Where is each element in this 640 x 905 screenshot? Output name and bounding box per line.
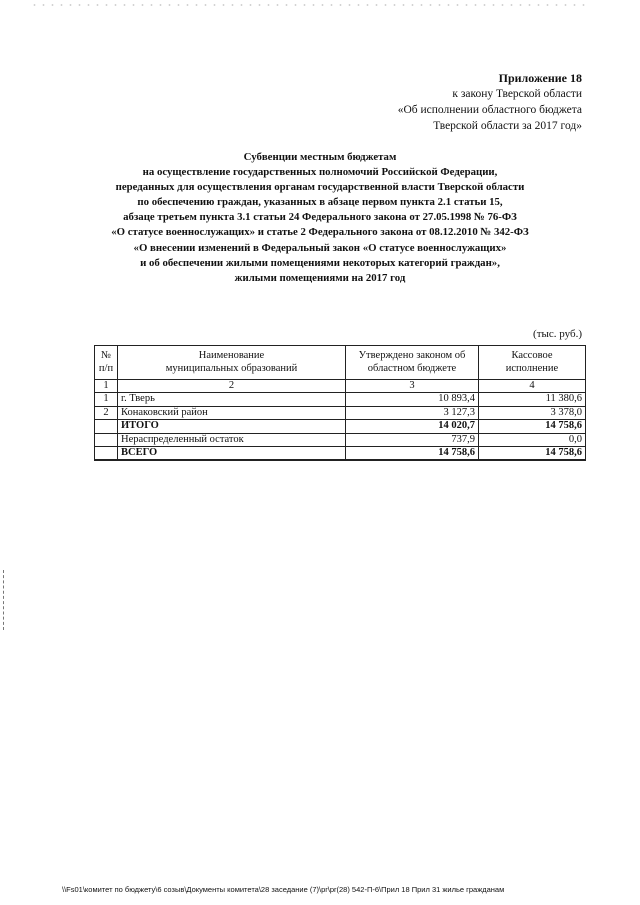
header-approved [346, 346, 479, 380]
row-name: ИТОГО [118, 420, 346, 433]
header-num [95, 346, 118, 380]
appendix-line: Тверской области за 2017 год» [433, 120, 582, 132]
title-line: Субвенции местным бюджетам [243, 151, 397, 163]
row-executed: 11 380,6 [479, 393, 586, 406]
header-text: Утверждено законом об [358, 350, 466, 362]
scan-noise [30, 4, 590, 6]
title-line: «О внесении изменений в Федеральный закон «О статусе военнослужащих» [133, 241, 507, 254]
table-row [95, 406, 586, 419]
file-path-footer: \\Fs01\комитет по бюджету\6 созыв\Документы комитета\28 заседание (7)\pr\pr(28) 542-П-6\Прил 18 Прил 31 жилье гражданам [62, 885, 505, 894]
header-text: муниципальных образований [165, 362, 298, 374]
title-line: на осуществление государственных полномочий Российской Федерации, [142, 166, 498, 179]
header-text: Кассовое [511, 350, 553, 362]
header-text: № [100, 350, 112, 362]
row-name: г. Тверь [118, 393, 346, 406]
table-header-row [95, 346, 586, 380]
subtotal-row [95, 420, 586, 433]
title-line: переданных для осуществления органам государственной власти Тверской области [115, 181, 525, 194]
row-num [95, 420, 118, 433]
header-text: исполнение [505, 362, 559, 374]
row-approved: 737,9 [346, 433, 479, 446]
appendix-number: Приложение 18 [498, 71, 582, 85]
total-row [95, 447, 586, 461]
header-text: Наименование [198, 350, 265, 362]
table-row [95, 393, 586, 406]
row-executed: 14 758,6 [479, 447, 586, 461]
appendix-line: к закону Тверской области [452, 88, 582, 100]
header-name [118, 346, 346, 380]
header-text: п/п [98, 362, 114, 374]
row-executed: 14 758,6 [479, 420, 586, 433]
title-line: абзаце третьем пункта 3.1 статьи 24 Федерального закона от 27.05.1998 № 76-ФЗ [123, 211, 517, 224]
document-title [70, 150, 570, 286]
units-label: (тыс. руб.) [533, 328, 582, 340]
column-number-row [95, 380, 586, 393]
row-num [95, 447, 118, 461]
row-approved: 10 893,4 [346, 393, 479, 406]
column-number: 3 [346, 380, 479, 393]
row-executed: 0,0 [479, 433, 586, 446]
column-number: 2 [118, 380, 346, 393]
row-name: Нераспределенный остаток [118, 433, 346, 446]
column-number: 1 [95, 380, 118, 393]
subventions-table [94, 345, 586, 461]
row-name: ВСЕГО [118, 447, 346, 461]
row-name: Конаковский район [118, 406, 346, 419]
scan-margin-mark [3, 570, 5, 630]
appendix-line: «Об исполнении областного бюджета [397, 104, 582, 116]
row-approved: 14 020,7 [346, 420, 479, 433]
column-number: 4 [479, 380, 586, 393]
table-row [95, 433, 586, 446]
row-num: 1 [95, 393, 118, 406]
title-line: «О статусе военнослужащих» и статье 2 Федерального закона от 08.12.2010 № 342-ФЗ [111, 226, 529, 239]
row-num: 2 [95, 406, 118, 419]
row-num [95, 433, 118, 446]
title-line: и об обеспечении жилыми помещениями некоторых категорий граждан», [140, 256, 500, 269]
title-line: жилыми помещениями на 2017 год [234, 271, 406, 284]
row-approved: 14 758,6 [346, 447, 479, 461]
row-executed: 3 378,0 [479, 406, 586, 419]
title-line: по обеспечению граждан, указанных в абзаце первом пункта 2.1 статьи 15, [137, 196, 503, 209]
header-executed [479, 346, 586, 380]
appendix-heading [342, 70, 582, 134]
header-text: областном бюджете [367, 362, 457, 374]
row-approved: 3 127,3 [346, 406, 479, 419]
